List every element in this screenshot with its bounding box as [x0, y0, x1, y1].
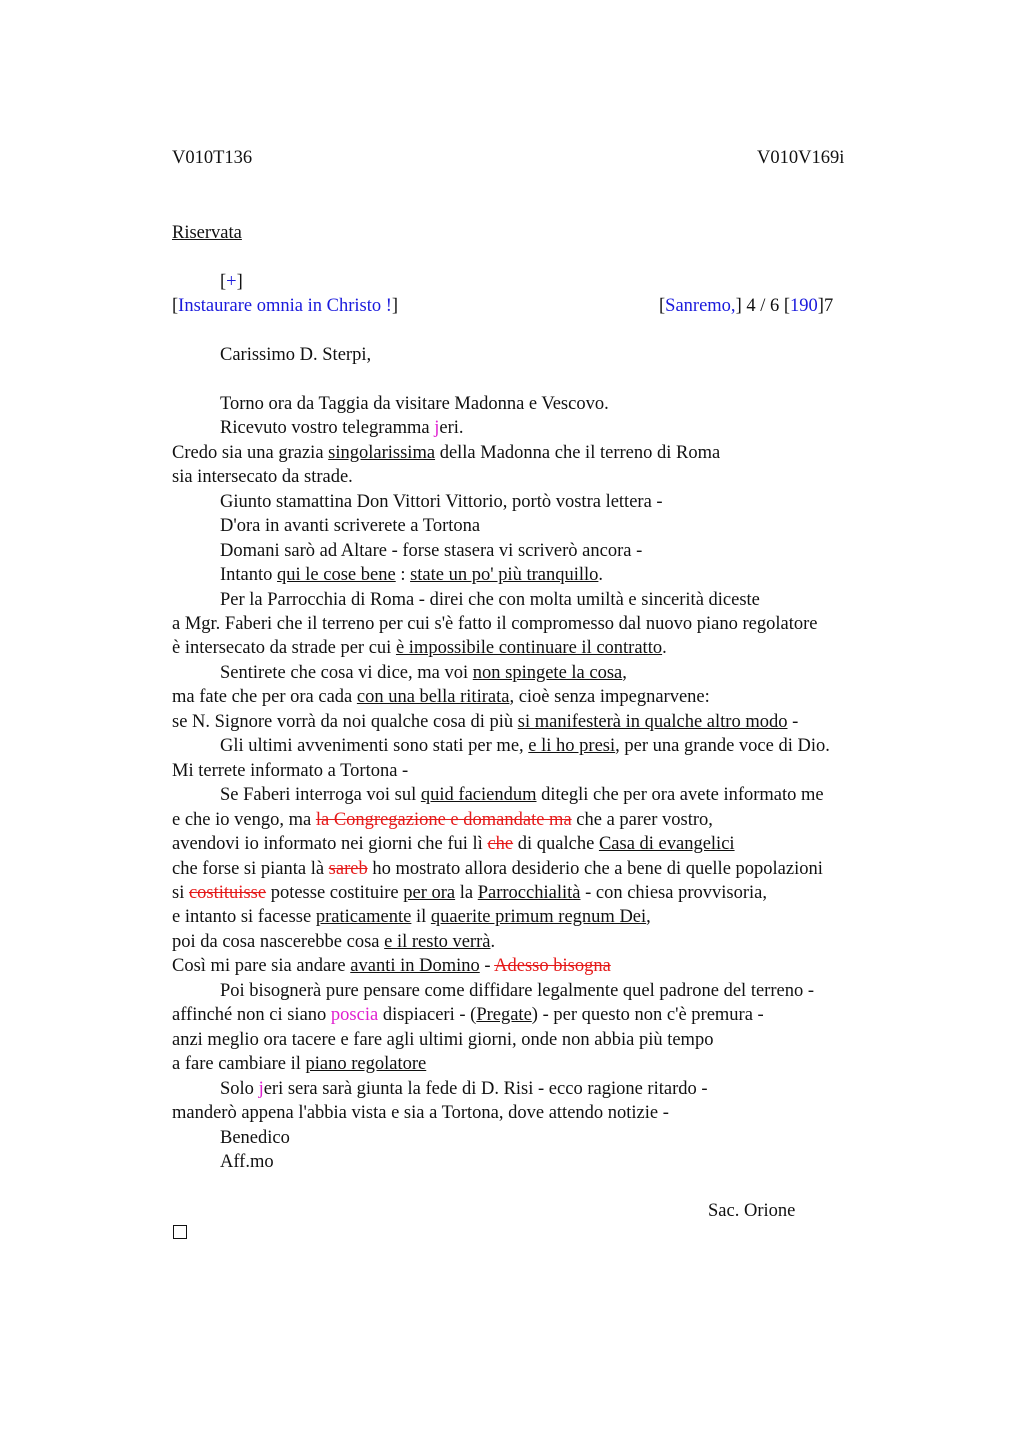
- body-line: affinché non ci siano poscia dispiaceri - (Pregate) - per questo non c'è premura -: [172, 1005, 764, 1025]
- body-line: manderò appena l'abbia vista e sia a Tortona, dove attendo notizie -: [172, 1103, 669, 1123]
- body-line: ma fate che per ora cada con una bella ritirata, cioè senza impegnarvene:: [172, 687, 710, 707]
- body-line: avendovi io informato nei giorni che fui lì che di qualche Casa di evangelici: [172, 834, 735, 854]
- body-line: Credo sia una grazia singolarissima della Madonna che il terreno di Roma: [172, 443, 721, 463]
- body-line: Così mi pare sia andare avanti in Domino - Adesso bisogna: [172, 956, 611, 976]
- body-line: Sentirete che cosa vi dice, ma voi non spingete la cosa,: [220, 663, 627, 683]
- body-line: Solo jeri sera sarà giunta la fede di D. Risi - ecco ragione ritardo -: [220, 1079, 708, 1099]
- salutation: Carissimo D. Sterpi,: [220, 345, 372, 365]
- body-line: Intanto qui le cose bene : state un po' più tranquillo.: [220, 565, 604, 585]
- body-line: Domani sarò ad Altare - forse stasera vi scriverò ancora -: [220, 541, 643, 561]
- body-line: poi da cosa nascerebbe cosa e il resto verrà.: [172, 932, 496, 952]
- body-line: che forse si pianta là sareb ho mostrato allora desiderio che a bene di quelle popolazioni: [172, 859, 823, 879]
- body-line: Se Faberi interroga voi sul quid faciendum ditegli che per ora avete informato me: [220, 785, 824, 805]
- document-code-right: V010V169i: [757, 148, 845, 168]
- document-code-left: V010T136: [172, 148, 253, 168]
- place-date: [Sanremo,] 4 / 6 [190]7: [659, 296, 834, 316]
- body-line: a Mgr. Faberi che il terreno per cui s'è fatto il compromesso dal nuovo piano regolatore: [172, 614, 818, 634]
- body-line: se N. Signore vorrà da noi qualche cosa di più si manifesterà in qualche altro modo -: [172, 712, 799, 732]
- cross-mark: [+]: [220, 272, 243, 292]
- end-box-icon: [173, 1225, 187, 1239]
- body-line: anzi meglio ora tacere e fare agli ultimi giorni, onde non abbia più tempo: [172, 1030, 714, 1050]
- closing-affmo: Aff.mo: [220, 1152, 274, 1172]
- body-line: Per la Parrocchia di Roma - direi che con molta umiltà e sincerità diceste: [220, 590, 760, 610]
- body-line: D'ora in avanti scriverete a Tortona: [220, 516, 481, 536]
- body-line: è intersecato da strade per cui è impossibile continuare il contratto.: [172, 638, 667, 658]
- body-line: Torno ora da Taggia da visitare Madonna e Vescovo.: [220, 394, 609, 414]
- signature: Sac. Orione: [708, 1201, 796, 1221]
- body-line: Ricevuto vostro telegramma jeri.: [220, 418, 464, 438]
- body-line: Mi terrete informato a Tortona -: [172, 761, 409, 781]
- body-line: e che io vengo, ma la Congregazione e domandate ma che a parer vostro,: [172, 810, 713, 830]
- body-line: si costituisse potesse costituire per ora la Parrocchialità - con chiesa provvisoria,: [172, 883, 767, 903]
- body-line: Poi bisognerà pure pensare come diffidare legalmente quel padrone del terreno -: [220, 981, 814, 1001]
- body-line: e intanto si facesse praticamente il quaerite primum regnum Dei,: [172, 907, 651, 927]
- label-riservata: Riservata: [172, 223, 242, 243]
- body-line: Gli ultimi avvenimenti sono stati per me, e li ho presi, per una grande voce di Dio.: [220, 736, 830, 756]
- motto: [Instaurare omnia in Christo !]: [172, 296, 399, 316]
- closing-benedico: Benedico: [220, 1128, 290, 1148]
- body-line: a fare cambiare il piano regolatore: [172, 1054, 427, 1074]
- body-line: sia intersecato da strade.: [172, 467, 353, 487]
- body-line: Giunto stamattina Don Vittori Vittorio, portò vostra lettera -: [220, 492, 663, 512]
